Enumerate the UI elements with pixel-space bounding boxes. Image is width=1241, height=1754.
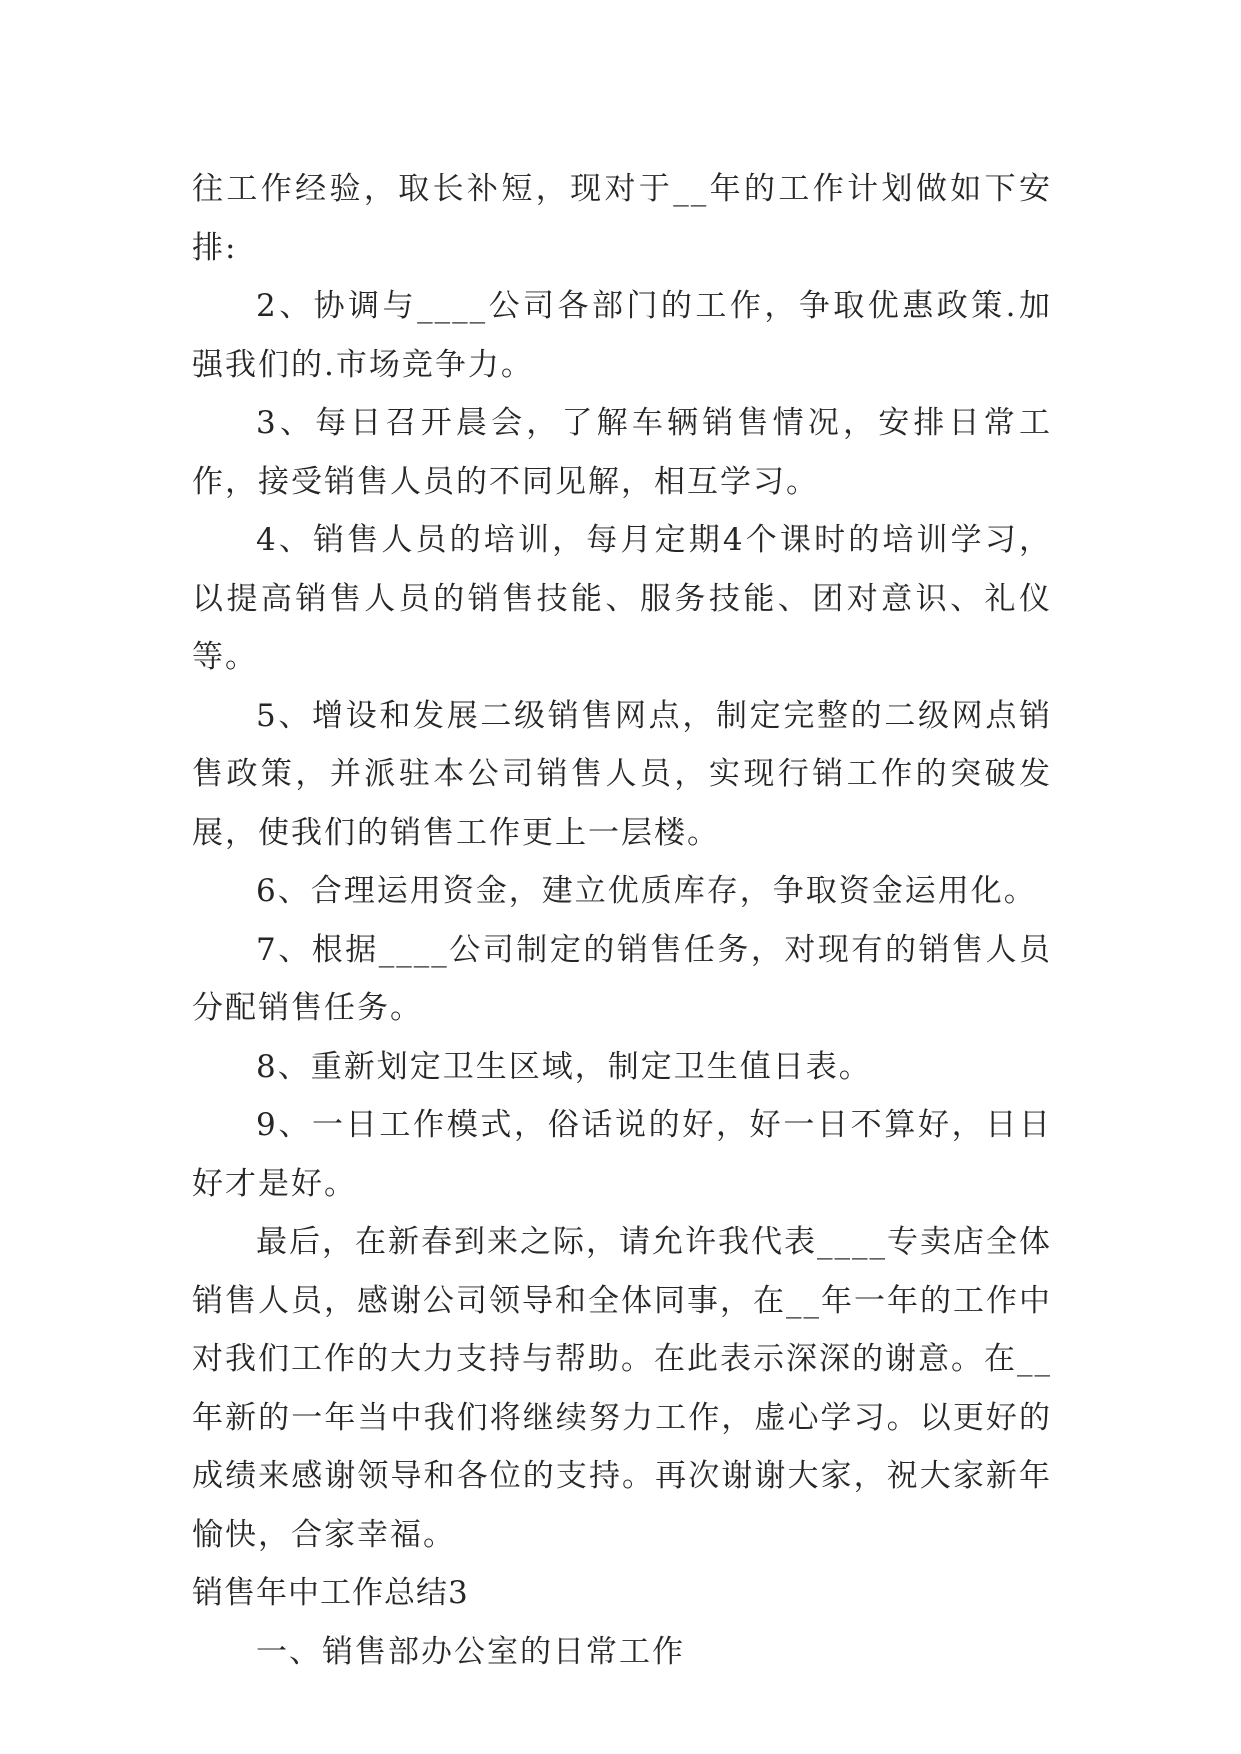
section-heading: 销售年中工作总结3 <box>192 1575 469 1611</box>
paragraph-continuation: 往工作经验，取长补短，现对于__年的工作计划做如下安排: <box>192 171 1052 266</box>
paragraph-item-3: 3、每日召开晨会，了解车辆销售情况，安排日常工作，接受销售人员的不同见解，相互学习。 <box>192 405 1052 500</box>
paragraph-item-9: 9、一日工作模式，俗话说的好，好一日不算好，日日好才是好。 <box>192 1107 1052 1202</box>
paragraph-item-4: 4、销售人员的培训，每月定期4个课时的培训学习，以提高销售人员的销售技能、服务技能、团对意识、礼仪等。 <box>192 522 1052 675</box>
paragraph-item-6: 6、合理运用资金，建立优质库存，争取资金运用化。 <box>256 873 1037 909</box>
subsection-heading: 一、销售部办公室的日常工作 <box>256 1633 685 1670</box>
document-body <box>192 160 1052 1681</box>
paragraph-closing: 最后，在新春到来之际，请允许我代表____专卖店全体销售人员，感谢公司领导和全体同事，在__年一年的工作中对我们工作的大力支持与帮助。在此表示深深的谢意。在__年新的一年当中我们将继续努力工作，虚心学习。以更好的成绩来感谢领导和各位的支持。再次谢谢大家，祝大家新年愉快，合家幸福。 <box>192 1224 1052 1553</box>
paragraph-item-5: 5、增设和发展二级销售网点，制定完整的二级网点销售政策，并派驻本公司销售人员，实现行销工作的突破发展，使我们的销售工作更上一层楼。 <box>192 697 1052 851</box>
paragraph-item-8: 8、重新划定卫生区域，制定卫生值日表。 <box>256 1048 872 1085</box>
paragraph-item-2: 2、协调与____公司各部门的工作，争取优惠政策.加强我们的.市场竞争力。 <box>192 288 1052 383</box>
paragraph-item-7: 7、根据____公司制定的销售任务，对现有的销售人员分配销售任务。 <box>192 931 1052 1026</box>
